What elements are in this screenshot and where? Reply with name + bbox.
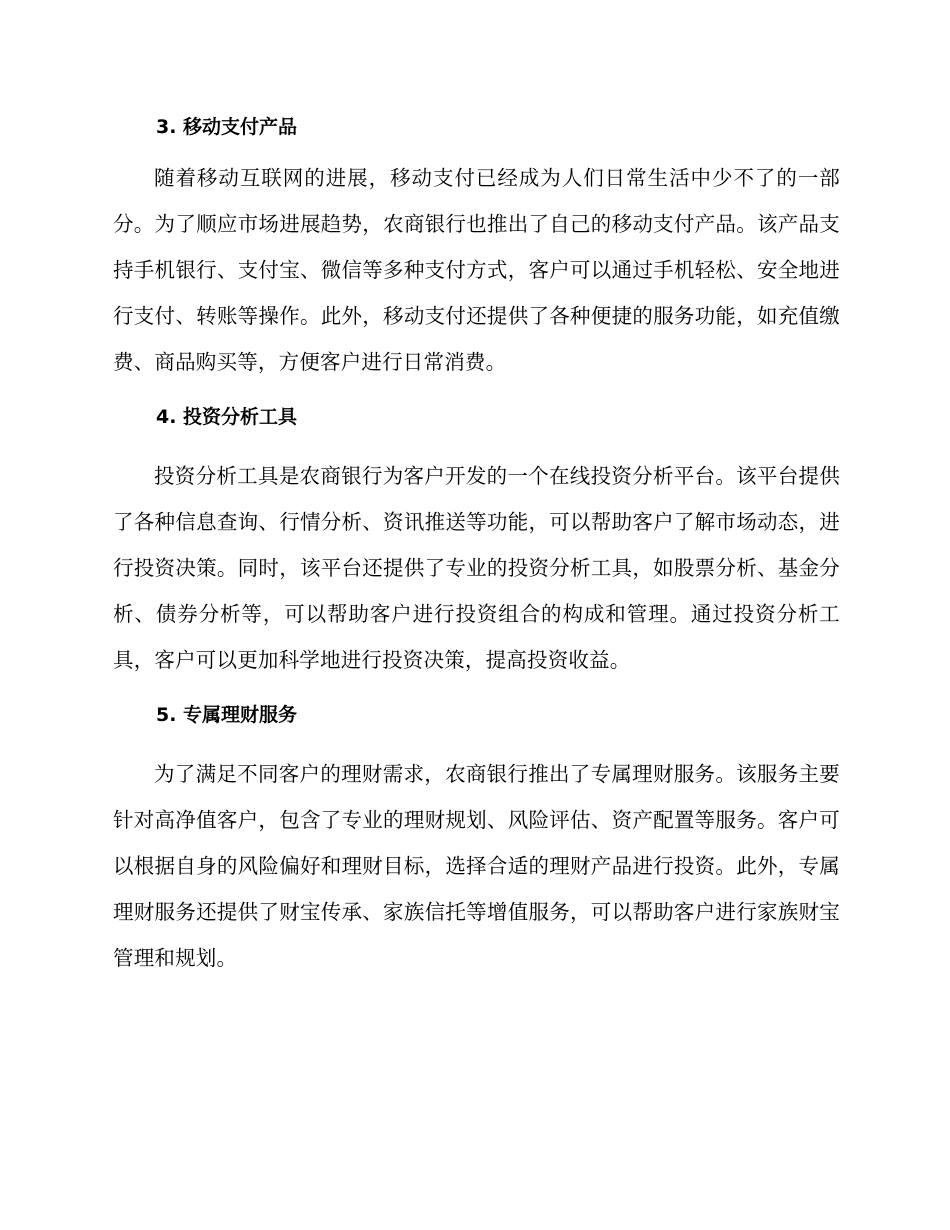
section-heading-mobile-payment: 3. 移动支付产品 xyxy=(156,116,298,138)
section-heading-investment-tools: 4. 投资分析工具 xyxy=(156,406,298,428)
section-body-wealth-management: 为了满足不同客户的理财需求，农商银行推出了专属理财服务。该服务主要针对高净值客户，包含了专业的理财规划、风险评估、资产配置等服务。客户可以根据自身的风险偏好和理财目标，选择合适的理财产品进行投资。此外，专属理财服务还提供了财宝传承、家族信托等增值服务，可以帮助客户进行家族财宝管理和规划。 xyxy=(113,762,840,970)
section-body-investment-tools: 投资分析工具是农商银行为客户开发的一个在线投资分析平台。该平台提供了各种信息查询、行情分析、资讯推送等功能，可以帮助客户了解市场动态，进行投资决策。同时，该平台还提供了专业的投资分析工具，如股票分析、基金分析、债券分析等，可以帮助客户进行投资组合的构成和管理。通过投资分析工具，客户可以更加科学地进行投资决策，提高投资收益。 xyxy=(113,464,840,672)
section-heading-wealth-management: 5. 专属理财服务 xyxy=(156,704,298,726)
section-body-mobile-payment: 随着移动互联网的进展，移动支付已经成为人们日常生活中少不了的一部分。为了顺应市场进展趋势，农商银行也推出了自己的移动支付产品。该产品支持手机银行、支付宝、微信等多种支付方式，客户可以通过手机轻松、安全地进行支付、转账等操作。此外，移动支付还提供了各种便捷的服务功能，如充值缴费、商品购买等，方便客户进行日常消费。 xyxy=(113,166,840,374)
